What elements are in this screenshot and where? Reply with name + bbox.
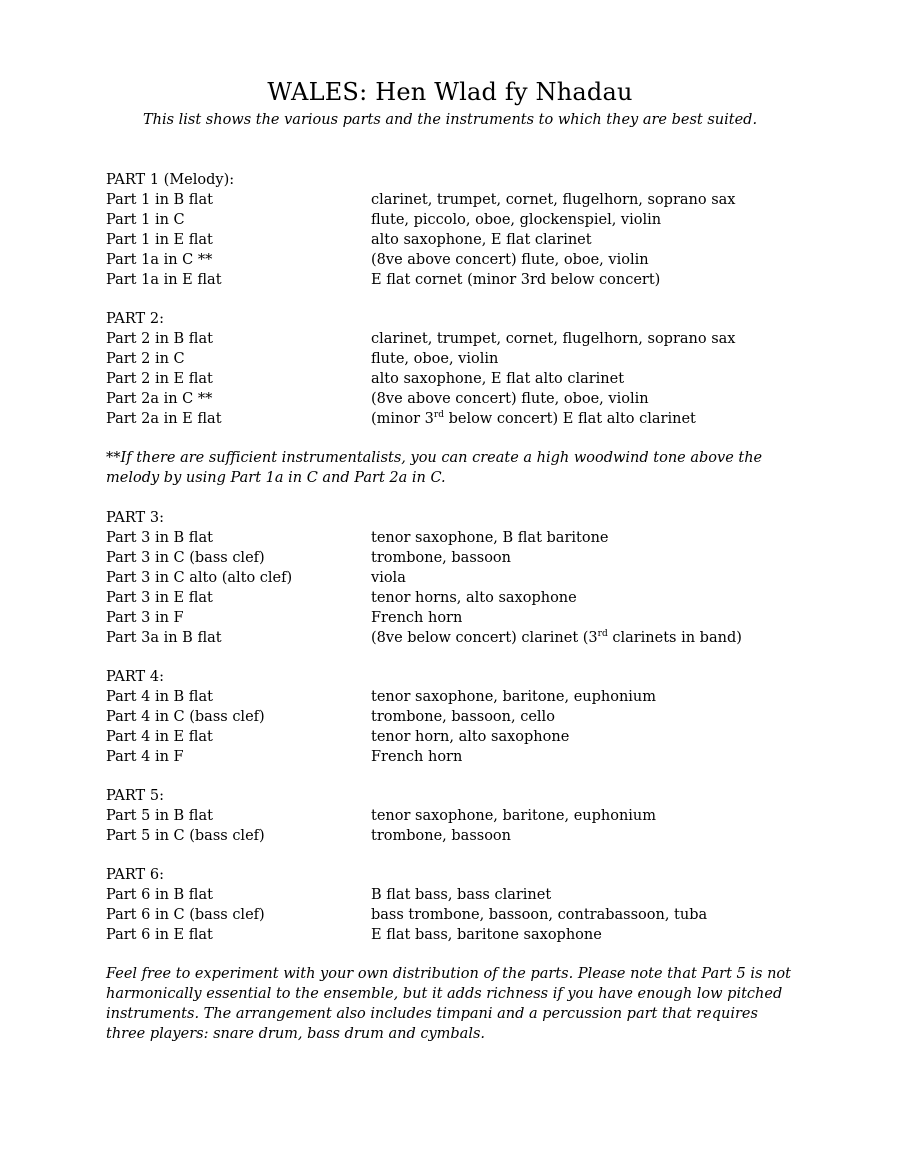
part-instruments: viola [371,570,406,586]
part-instruments: trombone, bassoon [371,550,511,566]
group-heading: PART 2: [106,311,164,327]
group-heading: PART 6: [106,867,164,883]
part-row [106,588,806,608]
part-instruments: tenor horn, alto saxophone [371,729,570,745]
part-instruments: trombone, bassoon [371,828,511,844]
part-name: Part 3 in E flat [106,590,213,606]
part-row [106,687,806,707]
part-instruments: E flat bass, baritone saxophone [371,927,602,943]
part-row [106,905,806,925]
part-instruments: flute, piccolo, oboe, glockenspiel, violin [371,212,662,228]
part-name: Part 2 in B flat [106,331,213,347]
part-row [106,628,806,648]
part-instruments [371,409,696,429]
part-row [106,270,806,290]
instruments-text-b: clarinets in band) [607,630,742,646]
part-instruments: alto saxophone, E flat alto clarinet [371,371,625,387]
part-name: Part 2 in C [106,351,185,367]
instruments-text-a: (minor 3 [371,411,434,427]
group-heading: PART 5: [106,788,164,804]
part-row [106,608,806,628]
part-row [106,250,806,270]
part-name: Part 3 in B flat [106,530,213,546]
part-instruments: tenor horns, alto saxophone [371,590,577,606]
part-instruments: French horn [371,749,463,765]
ordinal-superscript: rd [597,629,608,639]
part-instruments: B flat bass, bass clarinet [371,887,552,903]
part-row [106,548,806,568]
instruments-text-b: below concert) E flat alto clarinet [443,411,696,427]
part-row [106,369,806,389]
part-name: Part 3 in C (bass clef) [106,550,265,566]
part-row [106,210,806,230]
part-row [106,190,806,210]
part-name: Part 6 in B flat [106,887,213,903]
part-row [106,568,806,588]
part-row [106,230,806,250]
part-row [106,409,806,429]
part-name: Part 4 in F [106,749,184,765]
part-row [106,806,806,826]
page-subtitle: This list shows the various parts and the instruments to which they are best suited. [142,112,758,128]
part-instruments: bass trombone, bassoon, contrabassoon, tuba [371,907,708,923]
part-name: Part 6 in C (bass clef) [106,907,265,923]
part-name: Part 2 in E flat [106,371,213,387]
part-name: Part 6 in E flat [106,927,213,943]
part-instruments: trombone, bassoon, cello [371,709,555,725]
part-name: Part 1a in C ** [106,252,213,268]
instruments-text-a: (8ve below concert) clarinet (3 [371,630,598,646]
part-row [106,389,806,409]
part-row [106,747,806,767]
part-instruments: clarinet, trumpet, cornet, flugelhorn, soprano sax [371,192,736,208]
ordinal-superscript: rd [433,410,444,420]
part-instruments: flute, oboe, violin [371,351,499,367]
part-instruments: tenor saxophone, B flat baritone [371,530,609,546]
part-name: Part 5 in B flat [106,808,213,824]
part-name: Part 3 in C alto (alto clef) [106,570,293,586]
woodwind-note: **If there are sufficient instrumentalists, you can create a high woodwind tone above the melody by using Part 1a in C and Part 2a in C. [106,450,763,486]
group-heading: PART 4: [106,669,164,685]
part-row [106,349,806,369]
part-instruments: tenor saxophone, baritone, euphonium [371,689,657,705]
part-row [106,329,806,349]
part-row [106,727,806,747]
part-name: Part 2a in C ** [106,391,213,407]
part-instruments: French horn [371,610,463,626]
page-title: WALES: Hen Wlad fy Nhadau [267,78,633,106]
part-name: Part 2a in E flat [106,411,222,427]
part-instruments: E flat cornet (minor 3rd below concert) [371,272,661,288]
part-instruments: (8ve above concert) flute, oboe, violin [371,252,649,268]
part-instruments: clarinet, trumpet, cornet, flugelhorn, soprano sax [371,331,736,347]
part-name: Part 1 in C [106,212,185,228]
part-name: Part 1a in E flat [106,272,222,288]
part-name: Part 1 in B flat [106,192,213,208]
part-name: Part 5 in C (bass clef) [106,828,265,844]
part-name: Part 3a in B flat [106,630,222,646]
group-heading: PART 1 (Melody): [106,172,235,188]
part-row [106,528,806,548]
part-name: Part 4 in B flat [106,689,213,705]
part-name: Part 3 in F [106,610,184,626]
part-row [106,826,806,846]
part-name: Part 1 in E flat [106,232,213,248]
distribution-note: Feel free to experiment with your own distribution of the parts. Please note that Part 5 is not harmonically essential to the ensemble, but it adds richness if you have enough low pitched instruments. The arrangement also includes timpani and a percussion part that requires three players: snare drum, bass drum and cymbals. [106,966,791,1042]
part-instruments [371,628,742,648]
part-instruments: tenor saxophone, baritone, euphonium [371,808,657,824]
part-row [106,885,806,905]
part-row [106,707,806,727]
part-name: Part 4 in E flat [106,729,213,745]
group-heading: PART 3: [106,510,164,526]
part-instruments: alto saxophone, E flat clarinet [371,232,592,248]
part-row [106,925,806,945]
part-instruments: (8ve above concert) flute, oboe, violin [371,391,649,407]
part-name: Part 4 in C (bass clef) [106,709,265,725]
